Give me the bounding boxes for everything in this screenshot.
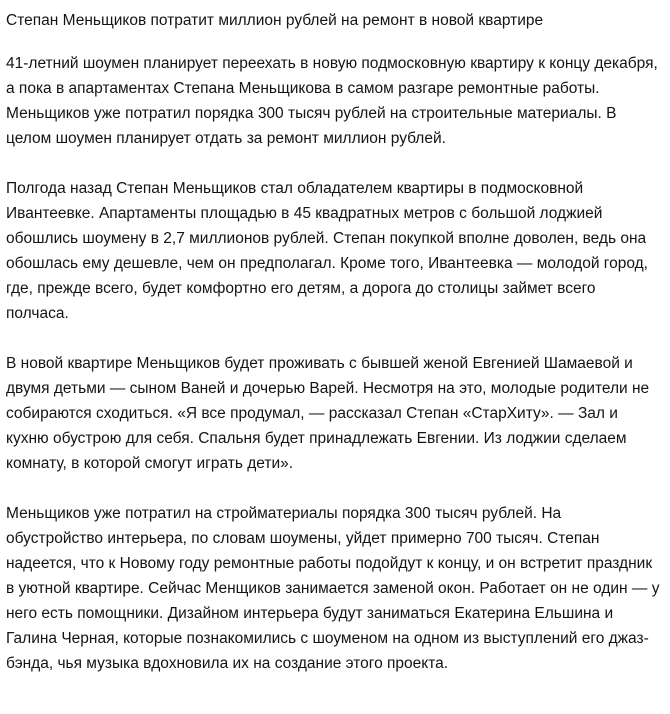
article-body [6, 51, 662, 676]
page-title: Степан Меньщиков потратит миллион рублей на ремонт в новой квартире [6, 12, 544, 29]
article-paragraph: Меньщиков уже потратил на стройматериалы порядка 300 тысяч рублей. На обустройство интерьера, по словам шоумены, уйдет примерно 700 тысяч. Степан надеется, что к Новому году ремонтные работы подойдут к концу, и он встретит праздник в уютной квартире. Сейчас Менщиков занимается заменой окон. Работает он не один — у него есть помощники. Дизайном интерьера будут заниматься Екатерина Ельшина и Галина Черная, которые познакомились с шоуменом на одном из выступлений его джаз-бэнда, чья музыка вдохновила их на создание этого проекта. [6, 505, 660, 672]
article-paragraph: В новой квартире Меньщиков будет проживать с бывшей женой Евгенией Шамаевой и двумя детьми — сыном Ваней и дочерью Варей. Несмотря на это, молодые родители не собираются сходиться. «Я все продумал, — рассказал Степан «СтарХиту». — Зал и кухню обустрою для себя. Спальня будет принадлежать Евгении. Из лоджии сделаем комнату, в которой смогут играть дети». [6, 355, 650, 472]
article-paragraph: 41-летний шоумен планирует переехать в новую подмосковную квартиру к концу декабря, а пока в апартаментах Степана Меньщикова в самом разгаре ремонтные работы. Меньщиков уже потратил порядка 300 тысяч рублей на строительные материалы. В целом шоумен планирует отдать за ремонт миллион рублей. [6, 55, 658, 147]
article-paragraph: Полгода назад Степан Меньщиков стал обладателем квартиры в подмосковной Ивантеевке. Апартаменты площадью в 45 квадратных метров с большой лоджией обошлись шоумену в 2,7 миллионов рублей. Степан покупкой вполне доволен, ведь она обошлась ему дешевле, чем он предполагал. Кроме того, Ивантеевка — молодой город, где, прежде всего, будет комфортно его детям, а дорога до столицы займет всего полчаса. [6, 180, 648, 322]
